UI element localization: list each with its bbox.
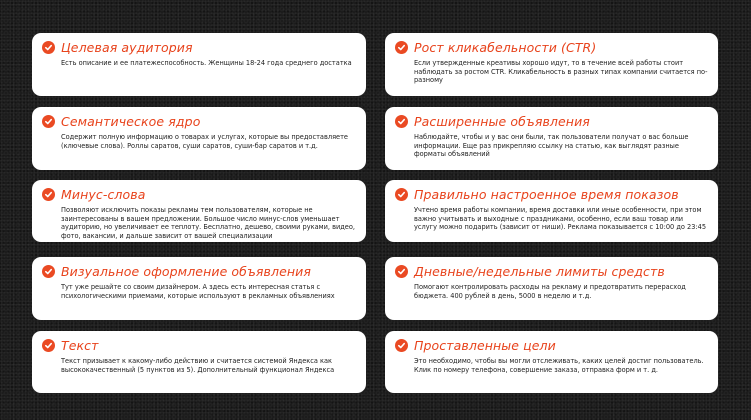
card-description: Помогают контролировать расходы на рекламу и предотвратить перерасход бюджета. 400 рублей в день, 5000 в неделю и т.д. (414, 283, 686, 300)
card-description: Текст призывает к какому-либо действию и считается системой Яндекса как высококачественный (5 пунктов из 5). Дополнительный функционал Яндекса (61, 357, 335, 374)
card-header (395, 337, 708, 353)
card-ctr-growth (385, 33, 718, 96)
card-header (42, 337, 356, 353)
card-title: Проставленные цели (414, 337, 556, 353)
card-header (42, 263, 356, 279)
check-circle-icon (395, 265, 408, 278)
card-title: Правильно настроенное время показов (414, 186, 679, 202)
card-goals (385, 331, 718, 393)
card-title: Целевая аудитория (61, 39, 193, 55)
card-title: Минус-слова (61, 186, 146, 202)
card-header (42, 113, 356, 129)
check-circle-icon (42, 265, 55, 278)
card-extended-ads (385, 107, 718, 170)
check-circle-icon (395, 41, 408, 54)
card-description: Наблюдайте, чтобы и у вас они были, так пользователи получат о вас больше информации. Еще раз прикрепляю ссылку на статью, как выглядят разные форматы объявлений (414, 133, 689, 159)
card-ad-schedule (385, 180, 718, 242)
card-description: Есть описание и ее платежеспособность. Женщины 18-24 года среднего достатка (61, 59, 352, 67)
card-header (42, 186, 356, 202)
card-title: Дневные/недельные лимиты средств (414, 263, 665, 279)
check-circle-icon (395, 188, 408, 201)
card-header (395, 39, 708, 55)
card-text (32, 331, 366, 393)
card-title: Визуальное оформление объявления (61, 263, 312, 279)
card-title: Текст (61, 337, 99, 353)
check-circle-icon (42, 339, 55, 352)
card-target-audience (32, 33, 366, 96)
card-header (42, 39, 356, 55)
check-circle-icon (42, 115, 55, 128)
card-semantic-core (32, 107, 366, 170)
card-description: Это необходимо, чтобы вы могли отслеживать, каких целей достиг пользователь. Клик по номеру телефона, совершение заказа, отправка форм и т. д. (414, 357, 704, 374)
card-budget-limits (385, 257, 718, 320)
card-title: Рост кликабельности (CTR) (414, 39, 597, 55)
card-visual-design (32, 257, 366, 320)
card-description: Позволяют исключить показы рекламы тем пользователям, которые не заинтересованы в вашем предложении. Большое число минус-слов уменьшает аудиторию, но увеличивает ее теплоту. Бесплатно, дешево, своими руками, видео, фото, вакансии, и дальше зависит от вашей специализации (61, 206, 355, 240)
check-circle-icon (395, 339, 408, 352)
card-header (395, 263, 708, 279)
card-negative-keywords (32, 180, 366, 242)
card-description: Тут уже решайте со своим дизайнером. А здесь есть интересная статья с психологическими приемами, которые используют в рекламных объявлениях (61, 283, 335, 300)
card-header (395, 186, 708, 202)
check-circle-icon (395, 115, 408, 128)
card-description: Учтено время работы компании, время доставки или иные особенности, при этом важно учитывать и выходные с праздниками, особенно, если ваш товар или услугу можно подарить (зависит от ниши). Реклама показывается с 10:00 до 23:45 (414, 206, 707, 232)
card-title: Расширенные объявления (414, 113, 590, 129)
card-description: Содержит полную информацию о товарах и услугах, которые вы предоставляете (ключевые слова). Роллы саратов, суши саратов, суши-бар саратов и т.д. (61, 133, 348, 150)
check-circle-icon (42, 41, 55, 54)
check-circle-icon (42, 188, 55, 201)
card-header (395, 113, 708, 129)
card-title: Семантическое ядро (61, 113, 201, 129)
card-description: Если утвержденные креативы хорошо идут, то в течение всей работы стоит наблюдать за ростом CTR. Кликабельность в разных типах компании считается по-разному (414, 59, 708, 85)
